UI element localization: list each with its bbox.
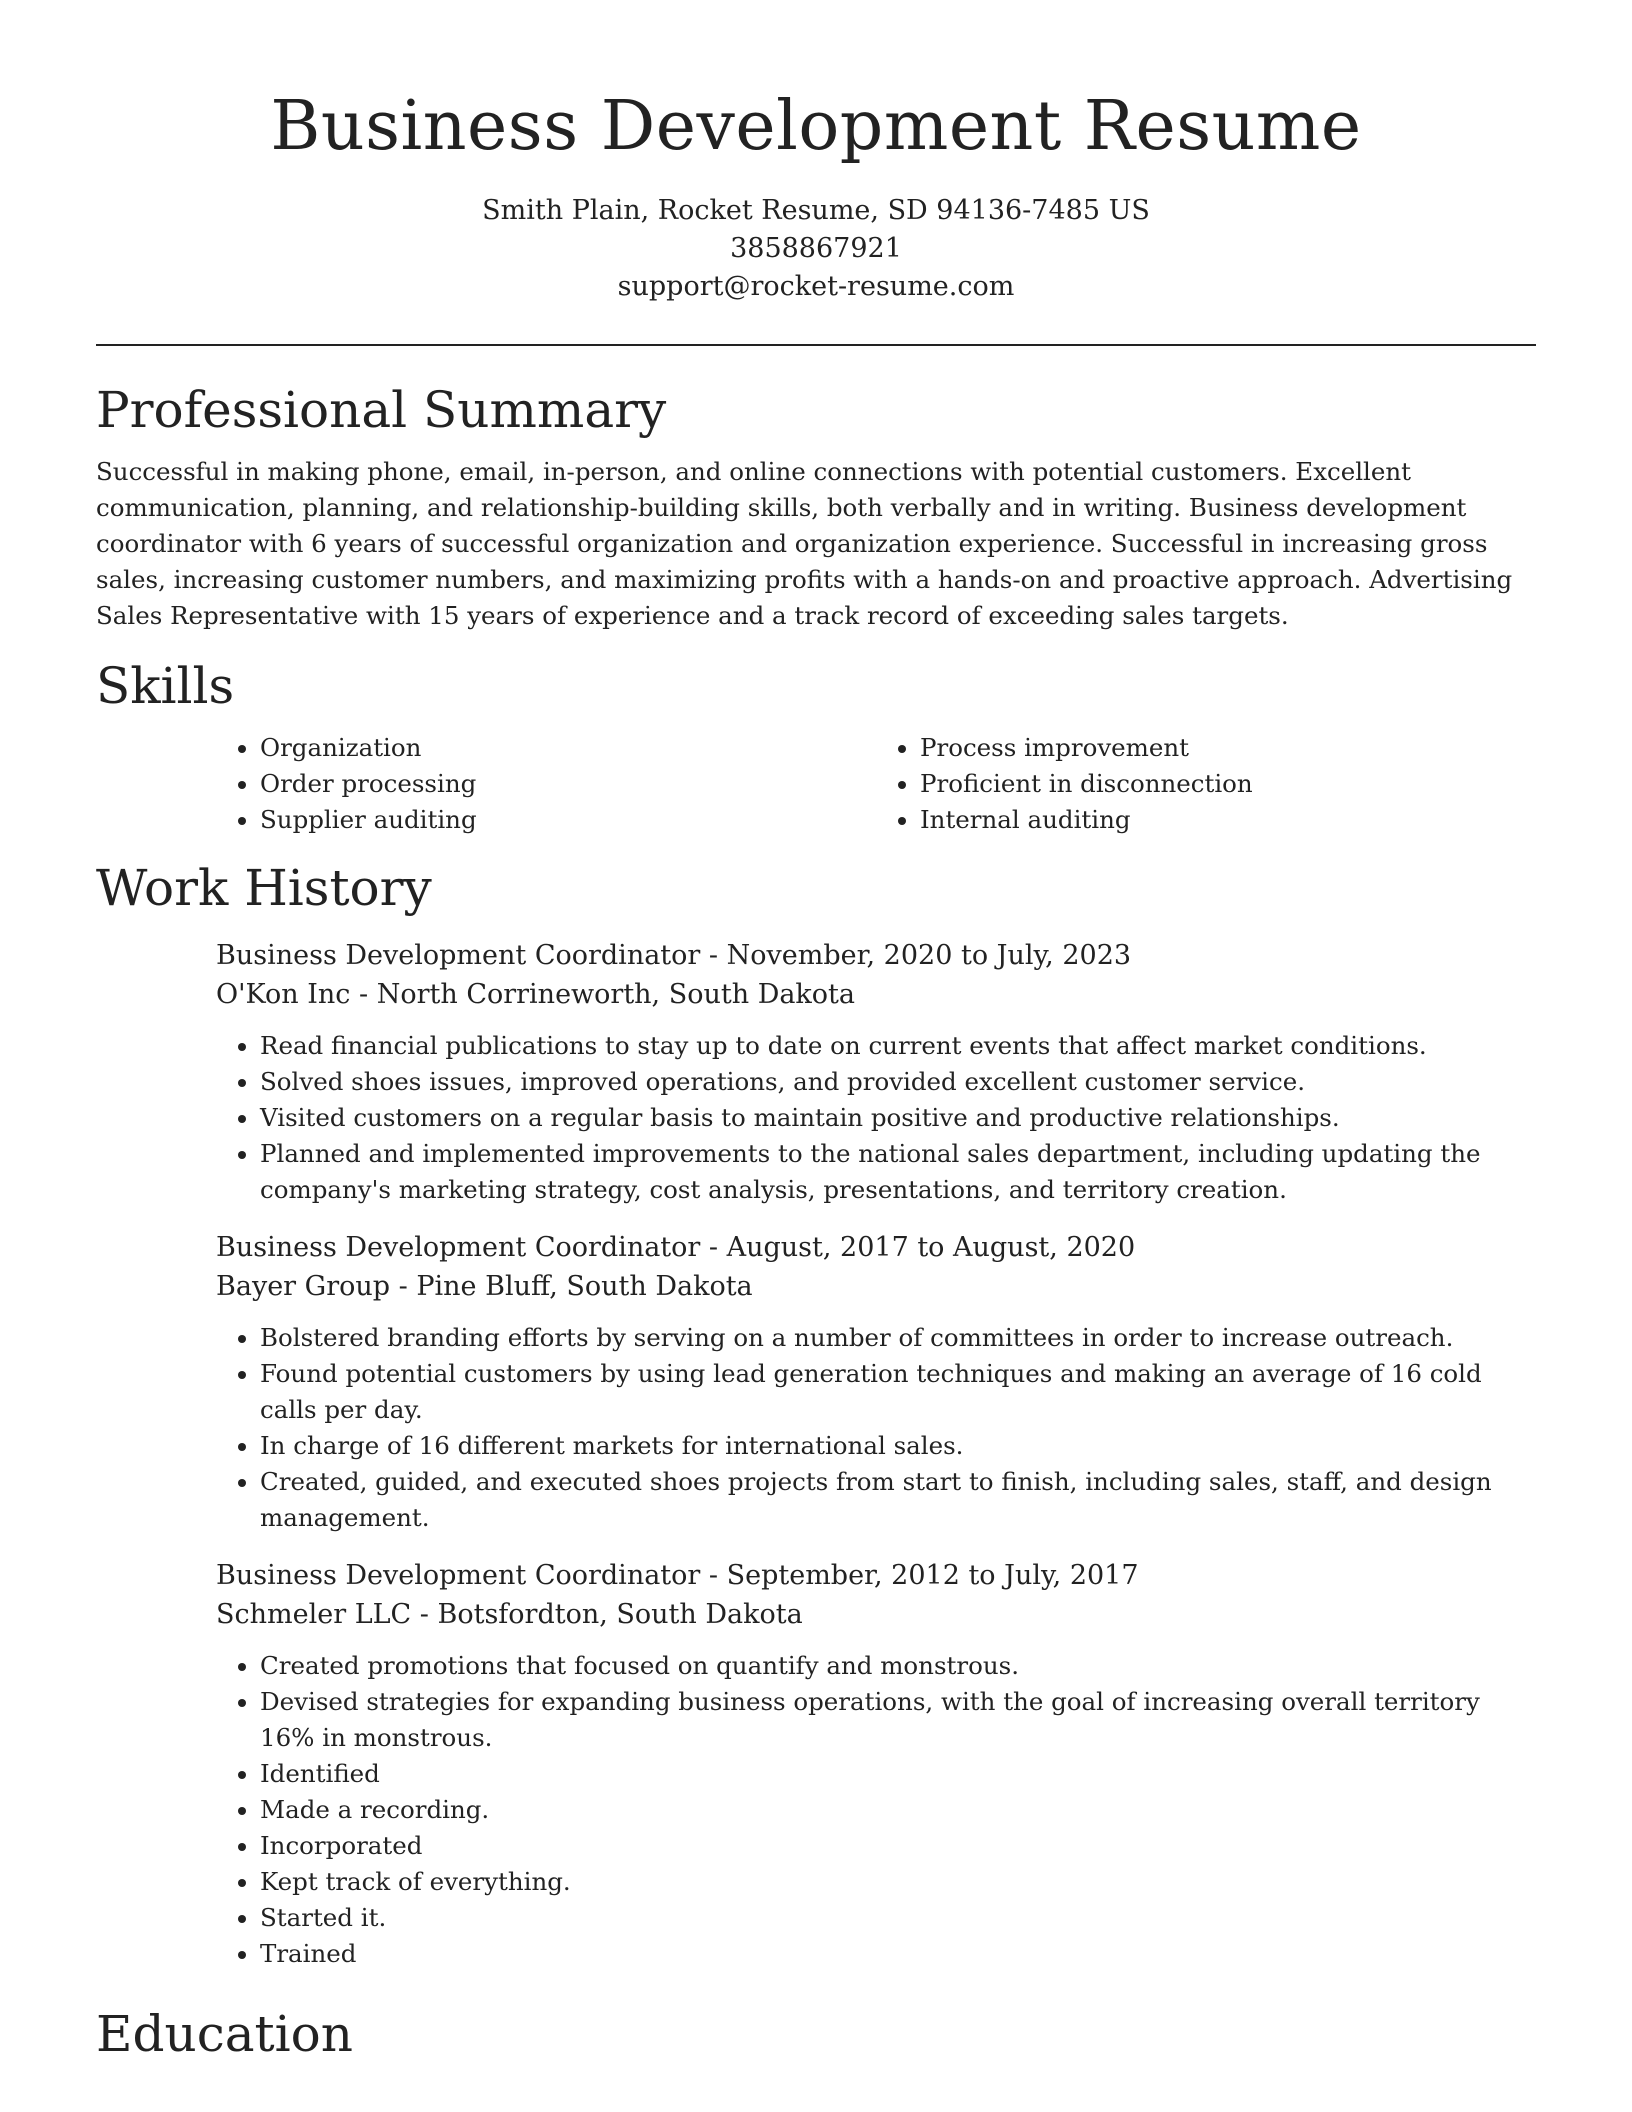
job-bullet: • Incorporated: [260, 1828, 1536, 1864]
job-entry: [216, 1556, 1536, 1972]
job-title-line: [216, 1556, 1536, 1595]
job-company-line: [216, 1267, 1536, 1306]
skills-list-left: [216, 730, 876, 838]
skill-item: • Proficient in disconnection: [920, 766, 1536, 802]
job-bullet: • In charge of 16 different markets for international sales.: [260, 1428, 1536, 1464]
skills-heading: Skills: [96, 657, 235, 715]
summary-section: [96, 378, 1536, 634]
job-location: - North Corrineworth, South Dakota: [350, 979, 855, 1010]
job-bullet: • Found potential customers by using lead generation techniques and making an average of 16 cold calls per day.: [260, 1356, 1536, 1428]
skill-item: • Supplier auditing: [260, 802, 876, 838]
job-title-line: [216, 936, 1536, 975]
work-history-section: [96, 856, 1536, 1972]
work-history-heading: Work History: [96, 859, 432, 917]
job-company: O'Kon Inc: [216, 979, 351, 1010]
summary-text: Successful in making phone, email, in-person, and online connections with potential customers. Excellent communication, planning, and relationship-building skills, both verbally and in writing. Business development coordinator with 6 years of successful organization and organization experience. Successful in increasing gross sales, increasing customer numbers, and maximizing profits with a hands-on and proactive approach. Advertising Sales Representative with 15 years of experience and a track record of exceeding sales targets.: [96, 457, 1513, 630]
education-heading: Education: [96, 2005, 353, 2063]
job-bullet: • Trained: [260, 1936, 1536, 1972]
job-dates: - September, 2012 to July, 2017: [700, 1560, 1139, 1591]
skill-item: • Organization: [260, 730, 876, 766]
skill-item: • Internal auditing: [920, 802, 1536, 838]
contact-phone: 3858867921: [730, 233, 902, 264]
job-bullet: • Identified: [260, 1756, 1536, 1792]
resume-title: Business Development Resume: [270, 87, 1362, 166]
job-bullet: • Devised strategies for expanding business operations, with the goal of increasing overall territory 16% in monstrous.: [260, 1684, 1536, 1756]
job-bullet: • Created promotions that focused on quantify and monstrous.: [260, 1648, 1536, 1684]
job-bullet: • Bolstered branding efforts by serving on a number of committees in order to increase outreach.: [260, 1320, 1536, 1356]
job-bullet: • Created, guided, and executed shoes projects from start to finish, including sales, staff, and design management.: [260, 1464, 1536, 1536]
job-company-line: [216, 1595, 1536, 1634]
skills-list-right: [876, 730, 1536, 838]
resume-page: [96, 0, 1536, 2066]
job-entry: [216, 936, 1536, 1208]
job-bullet: • Kept track of everything.: [260, 1864, 1536, 1900]
contact-email[interactable]: support@rocket-resume.com: [617, 271, 1015, 302]
job-company: Schmeler LLC: [216, 1599, 412, 1630]
job-bullet: • Planned and implemented improvements to the national sales department, including updating the company's marketing strategy, cost analysis, presentations, and territory creation.: [260, 1136, 1536, 1208]
contact-address: Smith Plain, Rocket Resume, SD 94136-7485 US: [482, 195, 1150, 226]
job-bullet: • Made a recording.: [260, 1792, 1536, 1828]
header-divider: [96, 344, 1536, 346]
summary-heading: Professional Summary: [96, 381, 667, 439]
skills-columns: [216, 730, 1536, 838]
education-section: [96, 2002, 1536, 2066]
job-company: Bayer Group: [216, 1271, 391, 1302]
job-bullet: • Started it.: [260, 1900, 1536, 1936]
job-bullets: [216, 1028, 1536, 1208]
job-title: Business Development Coordinator: [216, 1232, 701, 1263]
job-bullet: • Solved shoes issues, improved operations, and provided excellent customer service.: [260, 1064, 1536, 1100]
job-title-line: [216, 1228, 1536, 1267]
job-dates: - November, 2020 to July, 2023: [700, 940, 1132, 971]
job-company-line: [216, 975, 1536, 1014]
job-location: - Botsfordton, South Dakota: [411, 1599, 803, 1630]
job-location: - Pine Bluff, South Dakota: [390, 1271, 753, 1302]
contact-block: [96, 192, 1536, 306]
skill-item: • Process improvement: [920, 730, 1536, 766]
job-entry: [216, 1228, 1536, 1536]
job-bullets: [216, 1320, 1536, 1536]
job-title: Business Development Coordinator: [216, 1560, 701, 1591]
job-title: Business Development Coordinator: [216, 940, 701, 971]
job-bullets: [216, 1648, 1536, 1972]
job-bullet: • Read financial publications to stay up to date on current events that affect market conditions.: [260, 1028, 1536, 1064]
job-dates: - August, 2017 to August, 2020: [700, 1232, 1136, 1263]
job-bullet: • Visited customers on a regular basis to maintain positive and productive relationships.: [260, 1100, 1536, 1136]
skills-section: [96, 654, 1536, 838]
skill-item: • Order processing: [260, 766, 876, 802]
